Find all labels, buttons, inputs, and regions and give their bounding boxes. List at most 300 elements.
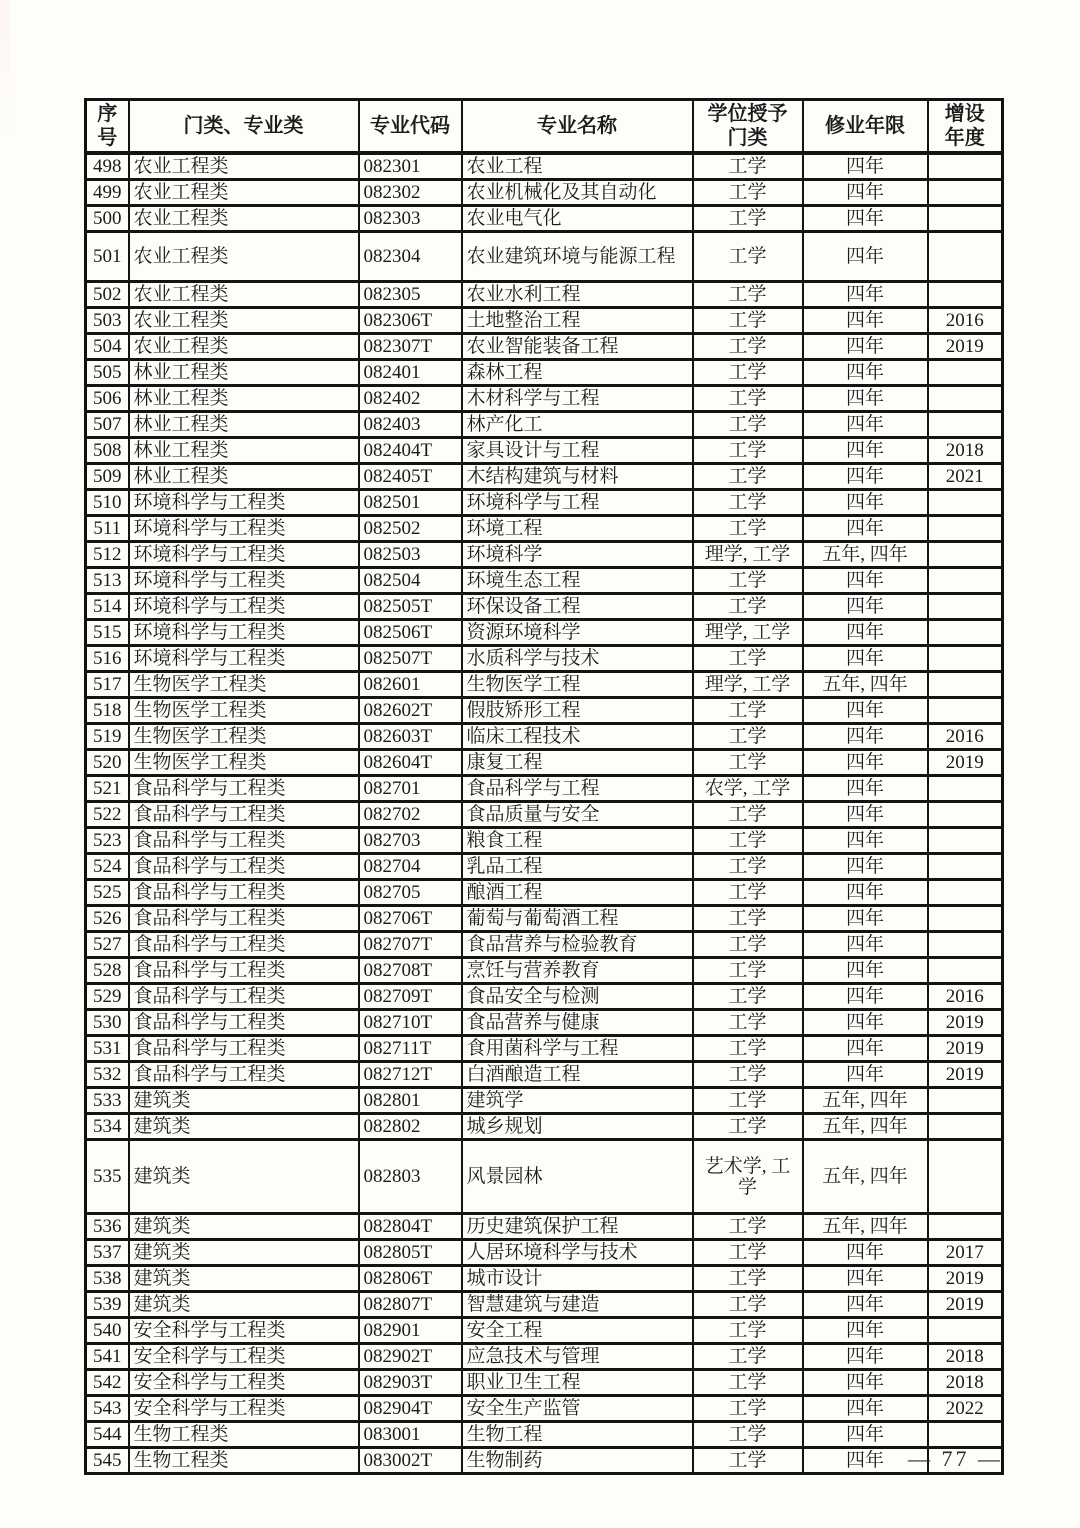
- cell-year: [928, 412, 1003, 438]
- cell-degree: 工学: [693, 1318, 803, 1344]
- cell-category: 农业工程类: [129, 206, 359, 232]
- cell-seq: 539: [86, 1292, 129, 1318]
- table-row: [86, 386, 1003, 412]
- cell-category: 林业工程类: [129, 464, 359, 490]
- cell-seq: 534: [86, 1114, 129, 1140]
- table-body: [86, 153, 1003, 1474]
- cell-seq: 517: [86, 672, 129, 698]
- cell-category: 食品科学与工程类: [129, 880, 359, 906]
- table-row: [86, 646, 1003, 672]
- cell-code: 082502: [359, 516, 462, 542]
- cell-duration: 四年: [803, 1448, 928, 1474]
- cell-name: 城乡规划: [462, 1114, 693, 1140]
- cell-code: 082506T: [359, 620, 462, 646]
- cell-code: 082705: [359, 880, 462, 906]
- cell-category: 食品科学与工程类: [129, 854, 359, 880]
- cell-name: 环保设备工程: [462, 594, 693, 620]
- cell-name: 农业建筑环境与能源工程: [462, 232, 693, 282]
- cell-category: 建筑类: [129, 1088, 359, 1114]
- cell-category: 建筑类: [129, 1292, 359, 1318]
- table-row: [86, 1140, 1003, 1214]
- cell-seq: 523: [86, 828, 129, 854]
- cell-duration: 四年: [803, 386, 928, 412]
- cell-degree: 工学: [693, 180, 803, 206]
- cell-name: 家具设计与工程: [462, 438, 693, 464]
- cell-name: 康复工程: [462, 750, 693, 776]
- cell-name: 农业电气化: [462, 206, 693, 232]
- cell-name: 食用菌科学与工程: [462, 1036, 693, 1062]
- cell-seq: 508: [86, 438, 129, 464]
- cell-duration: 四年: [803, 1010, 928, 1036]
- cell-seq: 502: [86, 282, 129, 308]
- cell-code: 082708T: [359, 958, 462, 984]
- page-number: — 77 —: [908, 1446, 1003, 1471]
- cell-name: 环境生态工程: [462, 568, 693, 594]
- table-row: [86, 206, 1003, 232]
- cell-seq: 525: [86, 880, 129, 906]
- cell-category: 食品科学与工程类: [129, 1036, 359, 1062]
- cell-code: 082602T: [359, 698, 462, 724]
- cell-seq: 504: [86, 334, 129, 360]
- cell-name: 安全生产监管: [462, 1396, 693, 1422]
- cell-code: 082904T: [359, 1396, 462, 1422]
- scan-edge-artifact: [0, 0, 10, 260]
- cell-code: 082505T: [359, 594, 462, 620]
- cell-duration: 五年, 四年: [803, 542, 928, 568]
- cell-year: [928, 1114, 1003, 1140]
- cell-degree: 理学, 工学: [693, 542, 803, 568]
- cell-seq: 526: [86, 906, 129, 932]
- table-row: [86, 958, 1003, 984]
- cell-seq: 516: [86, 646, 129, 672]
- cell-code: 082802: [359, 1114, 462, 1140]
- cell-degree: 艺术学, 工学: [693, 1140, 803, 1214]
- table-row: [86, 906, 1003, 932]
- cell-degree: 工学: [693, 984, 803, 1010]
- cell-degree: 工学: [693, 206, 803, 232]
- col-header-category: 门类、专业类: [129, 100, 359, 154]
- cell-degree: 工学: [693, 1292, 803, 1318]
- cell-code: 082801: [359, 1088, 462, 1114]
- cell-name: 智慧建筑与建造: [462, 1292, 693, 1318]
- cell-seq: 512: [86, 542, 129, 568]
- cell-year: [928, 854, 1003, 880]
- cell-category: 食品科学与工程类: [129, 1010, 359, 1036]
- cell-code: 082301: [359, 153, 462, 180]
- cell-year: [928, 516, 1003, 542]
- cell-seq: 531: [86, 1036, 129, 1062]
- cell-year: 2019: [928, 1036, 1003, 1062]
- cell-year: 2016: [928, 984, 1003, 1010]
- cell-duration: 四年: [803, 180, 928, 206]
- cell-name: 食品营养与检验教育: [462, 932, 693, 958]
- cell-category: 生物工程类: [129, 1448, 359, 1474]
- table-row: [86, 232, 1003, 282]
- col-header-seq: 序号: [86, 100, 129, 154]
- cell-duration: 四年: [803, 1422, 928, 1448]
- cell-code: 082503: [359, 542, 462, 568]
- cell-year: [928, 180, 1003, 206]
- cell-category: 食品科学与工程类: [129, 984, 359, 1010]
- cell-seq: 530: [86, 1010, 129, 1036]
- cell-code: 082305: [359, 282, 462, 308]
- cell-duration: 四年: [803, 1344, 928, 1370]
- cell-code: 082507T: [359, 646, 462, 672]
- table-row: [86, 984, 1003, 1010]
- cell-category: 生物医学工程类: [129, 750, 359, 776]
- cell-code: 082709T: [359, 984, 462, 1010]
- cell-duration: 四年: [803, 698, 928, 724]
- cell-name: 农业智能装备工程: [462, 334, 693, 360]
- cell-year: 2019: [928, 1266, 1003, 1292]
- cell-degree: 工学: [693, 516, 803, 542]
- cell-year: [928, 360, 1003, 386]
- cell-duration: 四年: [803, 1396, 928, 1422]
- cell-category: 林业工程类: [129, 386, 359, 412]
- cell-duration: 四年: [803, 438, 928, 464]
- cell-duration: 四年: [803, 1318, 928, 1344]
- cell-code: 082604T: [359, 750, 462, 776]
- cell-year: 2019: [928, 1010, 1003, 1036]
- cell-seq: 505: [86, 360, 129, 386]
- table-row: [86, 750, 1003, 776]
- cell-code: 082603T: [359, 724, 462, 750]
- cell-year: [928, 880, 1003, 906]
- cell-degree: 工学: [693, 646, 803, 672]
- table-row: [86, 698, 1003, 724]
- cell-name: 职业卫生工程: [462, 1370, 693, 1396]
- cell-code: 082803: [359, 1140, 462, 1214]
- cell-duration: 四年: [803, 620, 928, 646]
- cell-category: 生物医学工程类: [129, 724, 359, 750]
- cell-duration: 四年: [803, 776, 928, 802]
- cell-year: [928, 958, 1003, 984]
- cell-degree: 工学: [693, 854, 803, 880]
- cell-category: 安全科学与工程类: [129, 1318, 359, 1344]
- cell-year: 2019: [928, 1062, 1003, 1088]
- cell-seq: 536: [86, 1214, 129, 1240]
- cell-code: 082710T: [359, 1010, 462, 1036]
- col-header-duration: 修业年限: [803, 100, 928, 154]
- cell-seq: 522: [86, 802, 129, 828]
- cell-year: 2022: [928, 1396, 1003, 1422]
- cell-name: 环境科学: [462, 542, 693, 568]
- cell-duration: 四年: [803, 1062, 928, 1088]
- cell-year: 2018: [928, 438, 1003, 464]
- cell-degree: 工学: [693, 1448, 803, 1474]
- cell-seq: 506: [86, 386, 129, 412]
- table-row: [86, 854, 1003, 880]
- table-row: [86, 1266, 1003, 1292]
- table-row: [86, 490, 1003, 516]
- cell-name: 资源环境科学: [462, 620, 693, 646]
- cell-category: 环境科学与工程类: [129, 594, 359, 620]
- cell-name: 人居环境科学与技术: [462, 1240, 693, 1266]
- cell-duration: 四年: [803, 412, 928, 438]
- table-row: [86, 1114, 1003, 1140]
- cell-code: 082405T: [359, 464, 462, 490]
- cell-name: 环境科学与工程: [462, 490, 693, 516]
- cell-year: [928, 568, 1003, 594]
- cell-seq: 514: [86, 594, 129, 620]
- table-header: [86, 100, 1003, 154]
- table-row: [86, 412, 1003, 438]
- cell-category: 环境科学与工程类: [129, 490, 359, 516]
- cell-category: 食品科学与工程类: [129, 932, 359, 958]
- cell-duration: 四年: [803, 594, 928, 620]
- cell-category: 农业工程类: [129, 153, 359, 180]
- cell-duration: 五年, 四年: [803, 1088, 928, 1114]
- cell-duration: 四年: [803, 516, 928, 542]
- cell-name: 葡萄与葡萄酒工程: [462, 906, 693, 932]
- cell-code: 082306T: [359, 308, 462, 334]
- cell-year: 2019: [928, 334, 1003, 360]
- table-row: [86, 1214, 1003, 1240]
- cell-degree: 工学: [693, 412, 803, 438]
- cell-degree: 工学: [693, 1266, 803, 1292]
- cell-year: [928, 906, 1003, 932]
- cell-category: 环境科学与工程类: [129, 568, 359, 594]
- cell-year: 2021: [928, 464, 1003, 490]
- cell-duration: 四年: [803, 932, 928, 958]
- cell-code: 082903T: [359, 1370, 462, 1396]
- cell-name: 木结构建筑与材料: [462, 464, 693, 490]
- cell-duration: 五年, 四年: [803, 672, 928, 698]
- cell-duration: 五年, 四年: [803, 1214, 928, 1240]
- cell-duration: 四年: [803, 308, 928, 334]
- cell-degree: 工学: [693, 594, 803, 620]
- table-row: [86, 1292, 1003, 1318]
- cell-year: [928, 646, 1003, 672]
- cell-name: 农业水利工程: [462, 282, 693, 308]
- majors-table-container: [84, 98, 1001, 1475]
- cell-degree: 工学: [693, 1062, 803, 1088]
- cell-degree: 工学: [693, 1370, 803, 1396]
- table-row: [86, 153, 1003, 180]
- cell-degree: 工学: [693, 386, 803, 412]
- table-row: [86, 776, 1003, 802]
- cell-seq: 537: [86, 1240, 129, 1266]
- table-row: [86, 568, 1003, 594]
- cell-year: [928, 206, 1003, 232]
- cell-code: 083002T: [359, 1448, 462, 1474]
- cell-category: 食品科学与工程类: [129, 906, 359, 932]
- cell-year: [928, 1140, 1003, 1214]
- cell-duration: 四年: [803, 232, 928, 282]
- cell-year: [928, 828, 1003, 854]
- cell-seq: 501: [86, 232, 129, 282]
- cell-duration: 四年: [803, 1370, 928, 1396]
- cell-year: [928, 932, 1003, 958]
- cell-name: 临床工程技术: [462, 724, 693, 750]
- cell-degree: 工学: [693, 153, 803, 180]
- cell-code: 082501: [359, 490, 462, 516]
- cell-category: 生物工程类: [129, 1422, 359, 1448]
- cell-seq: 513: [86, 568, 129, 594]
- cell-seq: 541: [86, 1344, 129, 1370]
- cell-year: 2018: [928, 1370, 1003, 1396]
- table-row: [86, 334, 1003, 360]
- cell-name: 生物医学工程: [462, 672, 693, 698]
- cell-duration: 四年: [803, 828, 928, 854]
- cell-year: [928, 802, 1003, 828]
- cell-category: 林业工程类: [129, 360, 359, 386]
- cell-name: 历史建筑保护工程: [462, 1214, 693, 1240]
- cell-seq: 510: [86, 490, 129, 516]
- table-row: [86, 1344, 1003, 1370]
- cell-year: 2019: [928, 1292, 1003, 1318]
- cell-name: 应急技术与管理: [462, 1344, 693, 1370]
- cell-name: 白酒酿造工程: [462, 1062, 693, 1088]
- cell-year: 2017: [928, 1240, 1003, 1266]
- cell-seq: 542: [86, 1370, 129, 1396]
- cell-degree: 理学, 工学: [693, 620, 803, 646]
- cell-code: 082804T: [359, 1214, 462, 1240]
- cell-category: 生物医学工程类: [129, 698, 359, 724]
- cell-code: 082702: [359, 802, 462, 828]
- cell-name: 食品质量与安全: [462, 802, 693, 828]
- cell-degree: 工学: [693, 308, 803, 334]
- cell-seq: 521: [86, 776, 129, 802]
- cell-degree: 工学: [693, 1422, 803, 1448]
- cell-degree: 工学: [693, 232, 803, 282]
- cell-code: 082304: [359, 232, 462, 282]
- cell-name: 生物工程: [462, 1422, 693, 1448]
- cell-duration: 四年: [803, 906, 928, 932]
- cell-duration: 五年, 四年: [803, 1140, 928, 1214]
- cell-code: 082504: [359, 568, 462, 594]
- cell-year: [928, 776, 1003, 802]
- cell-degree: 工学: [693, 1344, 803, 1370]
- cell-seq: 535: [86, 1140, 129, 1214]
- cell-category: 环境科学与工程类: [129, 620, 359, 646]
- cell-degree: 工学: [693, 932, 803, 958]
- cell-category: 建筑类: [129, 1240, 359, 1266]
- cell-name: 林产化工: [462, 412, 693, 438]
- cell-degree: 工学: [693, 282, 803, 308]
- cell-name: 食品营养与健康: [462, 1010, 693, 1036]
- cell-category: 农业工程类: [129, 180, 359, 206]
- col-header-name: 专业名称: [462, 100, 693, 154]
- cell-duration: 四年: [803, 1292, 928, 1318]
- cell-duration: 四年: [803, 490, 928, 516]
- cell-category: 环境科学与工程类: [129, 646, 359, 672]
- table-row: [86, 828, 1003, 854]
- cell-degree: 工学: [693, 880, 803, 906]
- cell-seq: 515: [86, 620, 129, 646]
- cell-year: 2016: [928, 724, 1003, 750]
- table-row: [86, 438, 1003, 464]
- cell-seq: 518: [86, 698, 129, 724]
- cell-category: 生物医学工程类: [129, 672, 359, 698]
- cell-code: 082601: [359, 672, 462, 698]
- table-row: [86, 516, 1003, 542]
- cell-degree: 工学: [693, 802, 803, 828]
- cell-year: 2019: [928, 750, 1003, 776]
- cell-seq: 538: [86, 1266, 129, 1292]
- cell-seq: 543: [86, 1396, 129, 1422]
- cell-duration: 四年: [803, 750, 928, 776]
- cell-seq: 544: [86, 1422, 129, 1448]
- cell-degree: 工学: [693, 464, 803, 490]
- cell-duration: 四年: [803, 958, 928, 984]
- cell-category: 建筑类: [129, 1266, 359, 1292]
- cell-code: 082401: [359, 360, 462, 386]
- cell-degree: 工学: [693, 1036, 803, 1062]
- cell-code: 082805T: [359, 1240, 462, 1266]
- cell-category: 安全科学与工程类: [129, 1396, 359, 1422]
- cell-degree: 工学: [693, 750, 803, 776]
- cell-year: [928, 542, 1003, 568]
- table-row: [86, 1396, 1003, 1422]
- cell-seq: 498: [86, 153, 129, 180]
- cell-seq: 503: [86, 308, 129, 334]
- cell-degree: 工学: [693, 568, 803, 594]
- cell-seq: 519: [86, 724, 129, 750]
- cell-category: 农业工程类: [129, 334, 359, 360]
- cell-duration: 四年: [803, 984, 928, 1010]
- cell-code: 083001: [359, 1422, 462, 1448]
- cell-name: 安全工程: [462, 1318, 693, 1344]
- cell-degree: 工学: [693, 334, 803, 360]
- table-row: [86, 542, 1003, 568]
- cell-duration: 四年: [803, 646, 928, 672]
- header-row: [86, 100, 1003, 154]
- cell-year: [928, 1318, 1003, 1344]
- cell-name: 森林工程: [462, 360, 693, 386]
- cell-seq: 529: [86, 984, 129, 1010]
- cell-category: 农业工程类: [129, 282, 359, 308]
- cell-year: [928, 620, 1003, 646]
- cell-seq: 500: [86, 206, 129, 232]
- cell-degree: 工学: [693, 906, 803, 932]
- cell-code: 082701: [359, 776, 462, 802]
- col-header-code: 专业代码: [359, 100, 462, 154]
- cell-year: [928, 1088, 1003, 1114]
- cell-category: 建筑类: [129, 1140, 359, 1214]
- cell-degree: 工学: [693, 1114, 803, 1140]
- table-row: [86, 1370, 1003, 1396]
- cell-duration: 四年: [803, 802, 928, 828]
- cell-year: 2018: [928, 1344, 1003, 1370]
- cell-code: 082704: [359, 854, 462, 880]
- table-row: [86, 802, 1003, 828]
- cell-name: 土地整治工程: [462, 308, 693, 334]
- cell-name: 水质科学与技术: [462, 646, 693, 672]
- cell-degree: 工学: [693, 1240, 803, 1266]
- cell-seq: 509: [86, 464, 129, 490]
- cell-degree: 工学: [693, 698, 803, 724]
- cell-category: 食品科学与工程类: [129, 958, 359, 984]
- cell-degree: 工学: [693, 828, 803, 854]
- cell-duration: 五年, 四年: [803, 1114, 928, 1140]
- cell-name: 风景园林: [462, 1140, 693, 1214]
- cell-category: 环境科学与工程类: [129, 516, 359, 542]
- cell-category: 农业工程类: [129, 308, 359, 334]
- cell-degree: 农学, 工学: [693, 776, 803, 802]
- cell-year: [928, 1422, 1003, 1448]
- cell-name: 建筑学: [462, 1088, 693, 1114]
- cell-degree: 理学, 工学: [693, 672, 803, 698]
- table-row: [86, 1036, 1003, 1062]
- cell-category: 建筑类: [129, 1114, 359, 1140]
- cell-name: 木材科学与工程: [462, 386, 693, 412]
- cell-seq: 528: [86, 958, 129, 984]
- table-row: [86, 594, 1003, 620]
- table-row: [86, 1422, 1003, 1448]
- cell-seq: 507: [86, 412, 129, 438]
- cell-category: 安全科学与工程类: [129, 1344, 359, 1370]
